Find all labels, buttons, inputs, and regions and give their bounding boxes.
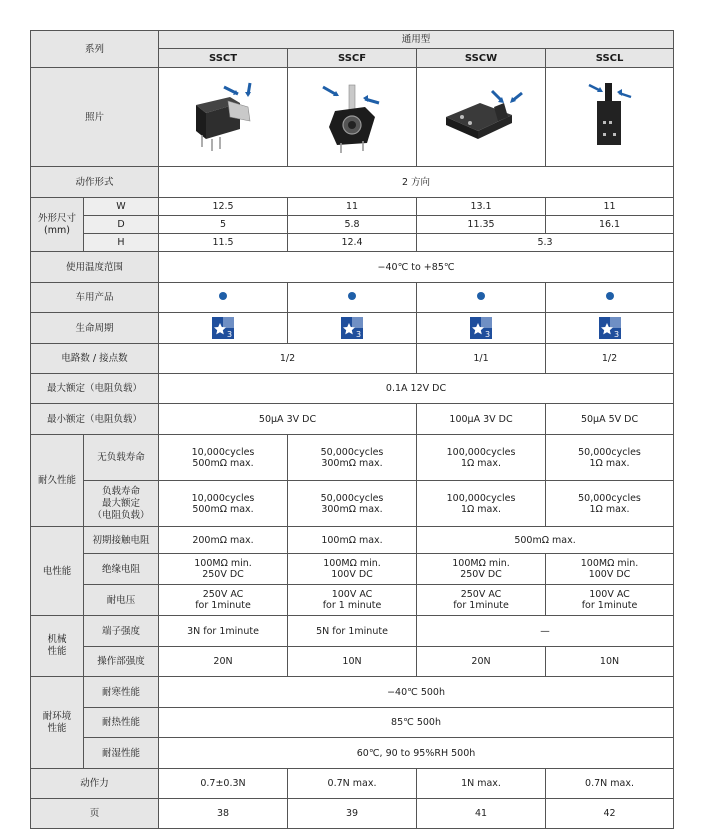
dimension-d-ssct: 5 [159,216,288,234]
page-link-ssct[interactable]: 38 [159,799,288,829]
page-link-sscl[interactable]: 42 [546,799,674,829]
temperature-value: −40℃ to +85℃ [159,252,674,283]
general-type-header: 通用型 [159,31,674,49]
withstand-sscf [288,585,417,616]
no-load-resistance: 1Ω max. [589,457,630,469]
terminal-strength-sscf: 5N for 1minute [288,616,417,647]
min-rating-ssct-sscf: 50μA 3V DC [159,404,417,435]
actuator-strength-sscl: 10N [546,647,674,677]
dimension-d-sscf: 5.8 [288,216,417,234]
load-life-label-line2: 最大额定 [102,497,141,509]
mechanical-group-line1: 机械 [47,634,67,645]
dimension-axis-d: D [84,216,159,234]
dimension-w-ssct: 12.5 [159,198,288,216]
durability-group-label: 耐久性能 [31,435,84,527]
max-rating-value: 0.1A 12V DC [159,374,674,404]
circuits-label: 电路数 / 接点数 [31,344,159,374]
dimension-d-sscw: 11.35 [417,216,546,234]
contact-resistance-label: 初期接触电阻 [84,527,159,554]
circuits-ssct-sscf: 1/2 [159,344,417,374]
load-life-ssct [159,481,288,527]
contact-resistance-sscf: 100mΩ max. [288,527,417,554]
insulation-resistance: 100MΩ min. [194,558,252,569]
insulation-voltage: 250V DC [202,569,244,580]
terminal-strength-ssct: 3N for 1minute [159,616,288,647]
automotive-dot-icon [606,292,614,300]
lifecycle-sscw [417,313,546,344]
lifecycle-label: 生命周期 [31,313,159,344]
environmental-group-line2: 性能 [47,722,67,734]
withstand-voltage: 100V AC [589,589,630,600]
withstand-voltage: 100V AC [331,589,373,600]
load-cycles: 50,000cycles [578,492,641,504]
actuator-strength-sscw: 20N [417,647,546,677]
load-life-label-line3: （电阻负载） [92,509,150,521]
heat-resistance-value: 85℃ 500h [159,708,674,738]
actuator-strength-ssct: 20N [159,647,288,677]
photo-sscf [288,68,417,167]
automotive-ssct [159,283,288,313]
insulation-voltage: 100V DC [331,569,373,580]
heat-resistance-label: 耐热性能 [84,708,159,738]
max-rating-label: 最大额定（电阻负载） [31,374,159,404]
insulation-resistance: 100MΩ min. [452,558,510,569]
load-resistance: 1Ω max. [460,503,502,515]
lifecycle-badge-number: 3 [484,330,491,339]
withstand-duration: for 1minute [195,600,251,611]
lifecycle-star-icon [341,317,363,339]
dimension-d-sscl: 16.1 [546,216,674,234]
withstand-voltage: 250V AC [460,589,502,600]
page-link-sscf[interactable]: 39 [288,799,417,829]
electrical-group-label: 电性能 [31,527,84,616]
spec-table-container [30,30,674,829]
model-header-sscw: SSCW [417,49,546,68]
insulation-sscf [288,554,417,585]
lifecycle-badge-number: 3 [355,330,362,339]
environmental-group-line1: 耐环境 [42,710,72,722]
operating-force-label: 动作力 [31,769,159,799]
lifecycle-badge-number: 3 [613,330,619,339]
automotive-dot-icon [477,292,485,300]
environmental-group-label [31,677,84,769]
withstand-duration: for 1minute [453,600,509,611]
operating-force-sscf: 0.7N max. [288,769,417,799]
no-load-resistance: 500mΩ max. [192,457,254,469]
model-header-sscf: SSCF [288,49,417,68]
operating-force-sscw: 1N max. [417,769,546,799]
insulation-ssct [159,554,288,585]
actuator-strength-label: 操作部强度 [84,647,159,677]
withstand-voltage-label: 耐电压 [84,585,159,616]
load-life-sscf [288,481,417,527]
lifecycle-star-icon [599,317,621,339]
photo-sscl [546,68,674,167]
dimensions-label-line2: (mm) [44,224,70,236]
temperature-label: 使用温度范围 [31,252,159,283]
load-cycles: 50,000cycles [320,492,384,504]
load-life-sscl [546,481,674,527]
model-header-ssct: SSCT [159,49,288,68]
automotive-sscl [546,283,674,313]
mechanical-group-line2: 性能 [47,646,67,657]
insulation-resistance: 100MΩ min. [580,558,639,569]
automotive-dot-icon [348,292,356,300]
lifecycle-sscl [546,313,674,344]
withstand-sscw [417,585,546,616]
photo-label: 照片 [31,68,159,167]
load-life-sscw [417,481,546,527]
insulation-sscl [546,554,674,585]
dimension-h-sscf: 12.4 [288,234,417,252]
humidity-resistance-value: 60℃, 90 to 95%RH 500h [159,738,674,769]
operating-force-sscl: 0.7N max. [546,769,674,799]
dimension-w-sscl: 11 [546,198,674,216]
dimension-h-ssct: 11.5 [159,234,288,252]
sscf-product-image [307,77,397,157]
spec-table [30,30,674,829]
withstand-duration: for 1minute [581,600,638,611]
insulation-resistance: 100MΩ min. [323,558,381,569]
circuits-sscl: 1/2 [546,344,674,374]
automotive-sscw [417,283,546,313]
load-resistance: 500mΩ max. [192,503,254,515]
load-cycles: 10,000cycles [191,492,255,504]
load-life-label-line1: 负载寿命 [102,485,141,497]
no-load-life-sscl [546,435,674,481]
no-load-cycles: 50,000cycles [578,446,641,458]
min-rating-sscl: 50μA 5V DC [546,404,674,435]
withstand-ssct [159,585,288,616]
contact-resistance-ssct: 200mΩ max. [159,527,288,554]
dimension-w-sscf: 11 [288,198,417,216]
mechanical-group-label [31,616,84,677]
terminal-strength-sscw-sscl: — [417,616,674,647]
min-rating-sscw: 100μA 3V DC [417,404,546,435]
withstand-sscl [546,585,674,616]
photo-sscw [417,68,546,167]
insulation-label: 绝缘电阻 [84,554,159,585]
cold-resistance-label: 耐寒性能 [84,677,159,708]
load-resistance: 1Ω max. [589,503,630,515]
automotive-label: 车用产品 [31,283,159,313]
insulation-voltage: 250V DC [460,569,502,580]
ssct-product-image [178,77,268,157]
lifecycle-sscf [288,313,417,344]
min-rating-label: 最小额定（电阻负载） [31,404,159,435]
contact-resistance-sscw-sscl: 500mΩ max. [417,527,674,554]
insulation-sscw [417,554,546,585]
sscw-product-image [436,77,526,157]
no-load-cycles: 50,000cycles [320,446,384,458]
load-cycles: 100,000cycles [446,492,516,504]
no-load-life-label: 无负载寿命 [84,435,159,481]
dimensions-label-line1: 外形尺寸 [37,212,76,224]
dimensions-label [31,198,84,252]
photo-ssct [159,68,288,167]
lifecycle-star-icon [470,317,492,339]
no-load-resistance: 300mΩ max. [321,457,383,469]
humidity-resistance-label: 耐湿性能 [84,738,159,769]
no-load-life-sscw [417,435,546,481]
no-load-cycles: 100,000cycles [446,446,516,458]
operation-value: 2 方向 [159,167,674,198]
series-header: 系列 [31,31,159,68]
lifecycle-ssct [159,313,288,344]
automotive-sscf [288,283,417,313]
lifecycle-star-icon [212,317,234,339]
page-link-sscw[interactable]: 41 [417,799,546,829]
lifecycle-badge-number: 3 [226,330,233,339]
withstand-duration: for 1 minute [322,600,382,611]
actuator-strength-sscf: 10N [288,647,417,677]
load-life-label [84,481,159,527]
insulation-voltage: 100V DC [588,569,631,580]
terminal-strength-label: 端子强度 [84,616,159,647]
load-resistance: 300mΩ max. [321,503,383,515]
no-load-life-ssct [159,435,288,481]
operation-label: 动作形式 [31,167,159,198]
no-load-cycles: 10,000cycles [191,446,255,458]
dimension-w-sscw: 13.1 [417,198,546,216]
operating-force-ssct: 0.7±0.3N [159,769,288,799]
page-label: 页 [31,799,159,829]
model-header-sscl: SSCL [546,49,674,68]
dimension-h-sscw-sscl: 5.3 [417,234,674,252]
automotive-dot-icon [219,292,227,300]
sscl-product-image [565,77,655,157]
dimension-axis-h: H [84,234,159,252]
withstand-voltage: 250V AC [202,589,244,600]
dimension-axis-w: W [84,198,159,216]
no-load-life-sscf [288,435,417,481]
no-load-resistance: 1Ω max. [460,457,502,469]
cold-resistance-value: −40℃ 500h [159,677,674,708]
circuits-sscw: 1/1 [417,344,546,374]
